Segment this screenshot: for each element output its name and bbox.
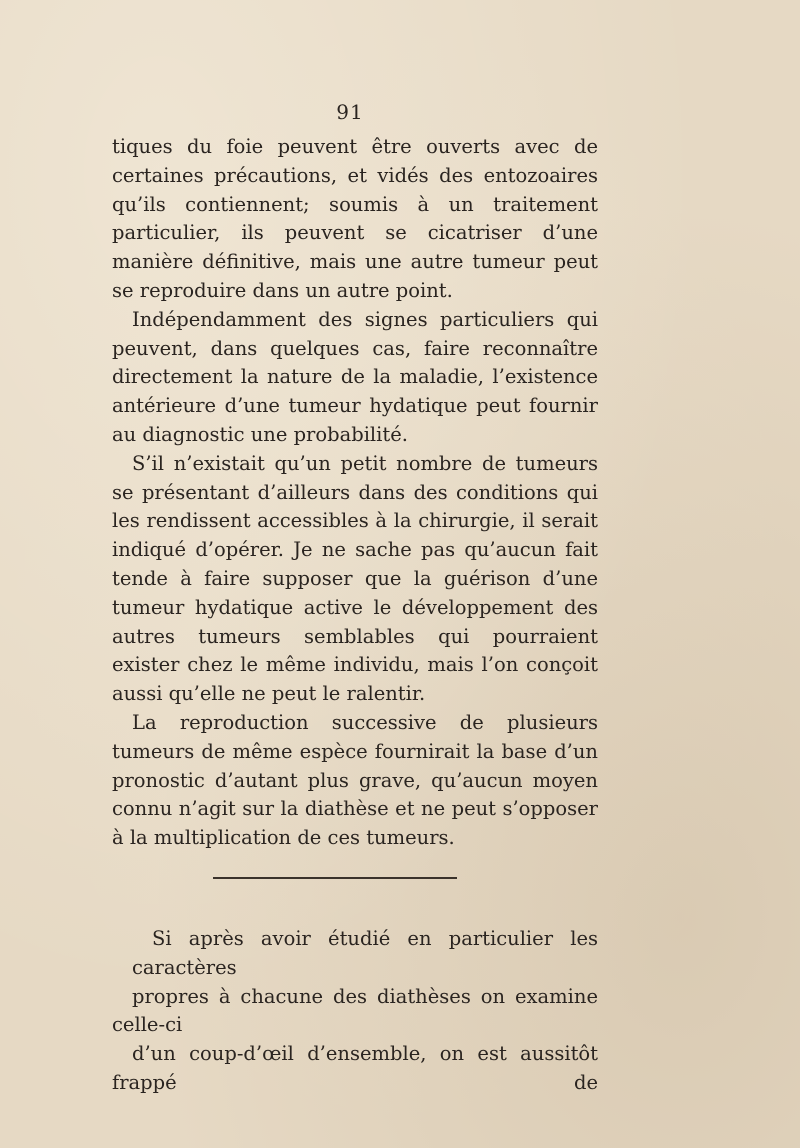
- paragraph-continuation: tiques du foie peuvent être ouverts avec de certaines précautions, et vidés des entozoaires qu’ils contiennent; soumis à un traitement particulier, ils peuvent se cicatriser d’une manière définitive, mais une autre tumeur peut se reproduire dans un autre point.: [112, 135, 598, 302]
- new-section-text: [112, 925, 598, 1098]
- section-divider: [213, 877, 457, 879]
- paragraph-surgery: S’il n’existait qu’un petit nombre de tumeurs se présentant d’ailleurs dans des conditions qui les rendissent accessibles à la chirurgie, il serait indiqué d’opérer. Je ne sache pas qu’aucun fait tende à faire supposer que la guérison d’une tumeur hydatique active le développement des autres tumeurs semblables qui pourraient exister chez le même individu, mais l’on conçoit aussi qu’elle ne peut le ralentir.: [112, 451, 598, 706]
- paragraph-diagnostic: Indépendamment des signes particuliers qui peuvent, dans quelques cas, faire reconnaître directement la nature de la maladie, l’existence antérieure d’une tumeur hydatique peut fournir au diagnostic une probabilité.: [112, 307, 598, 446]
- paragraph-diatheses: [112, 925, 598, 1098]
- main-text: [112, 133, 598, 853]
- text-line: d’un coup-d’œil d’ensemble, on est aussitôt frappé de: [112, 1042, 598, 1094]
- paragraph-prognosis: La reproduction successive de plusieurs tumeurs de même espèce fournirait la base d’un pronostic d’autant plus grave, qu’aucun moyen connu n’agit sur la diathèse et ne peut s’opposer à la multiplication de ces tumeurs.: [112, 710, 598, 850]
- text-line: Si après avoir étudié en particulier les caractères: [132, 927, 598, 979]
- page-number: 91: [336, 100, 364, 124]
- text-line: propres à chacune des diathèses on examine celle-ci: [112, 984, 598, 1037]
